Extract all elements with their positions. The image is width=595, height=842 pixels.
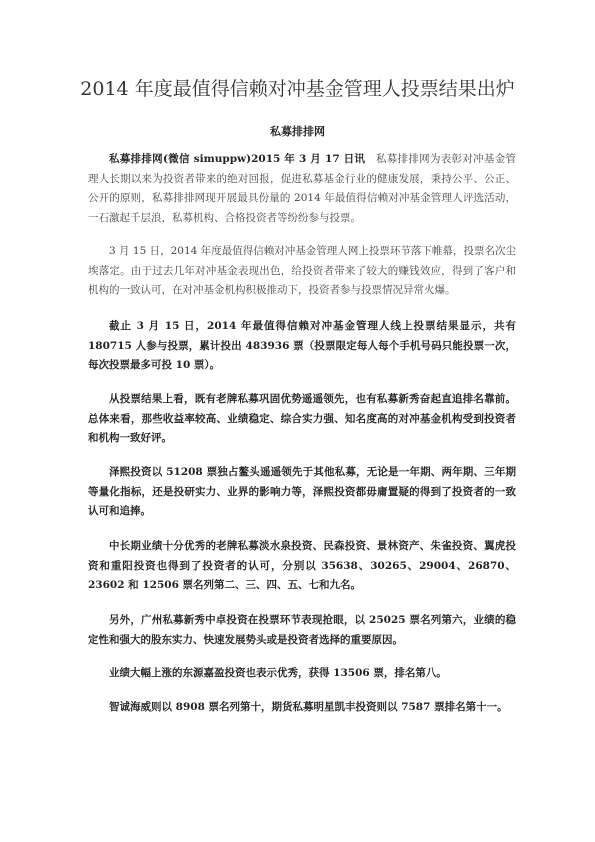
paragraph-5: 泽熙投资以 51208 票独占鳌头遥遥领先于其他私募，无论是一年期、两年期、三年期等量化指标，还是投研实力、业界的影响力等，泽熙投资都毋庸置疑的得到了投资者的一致认可和追捧。 — [88, 466, 516, 517]
paragraph-lead: 私募排排网(微信 simuppw)2015 年 3 月 17 日讯 — [109, 153, 366, 165]
paragraph-9: 智诚海威则以 8908 票名列第十，期货私募明星凯丰投资则以 7587 票排名第十一。 — [109, 701, 508, 713]
paragraph-7: 另外，广州私募新秀中卓投资在投票环节表现抢眼，以 25025 票名列第六，业绩的稳定性和强大的股东实力、快速发展势头或是投资者选择的重要原因。 — [88, 614, 516, 646]
paragraph-2: 3 月 15 日，2014 年度最值得信赖对冲基金管理人网上投票环节落下帷幕，投票名次尘埃落定。由于过去几年对冲基金表现出色，给投资者带来了较大的赚钱效应，得到了客户和机构的一致认可，在对冲基金机构积极推动下，投资者参与投票情况异常火爆。 — [88, 245, 516, 296]
paragraph-4: 从投票结果上看，既有老牌私募巩固优势遥遥领先，也有私募新秀奋起直追排名靠前。总体来看，那些收益率较高、业绩稳定、综合实力强、知名度高的对冲基金机构受到投资者和机构一致好评。 — [88, 393, 516, 444]
byline: 私募排排网 — [270, 125, 325, 138]
paragraph-8: 业绩大幅上涨的东源嘉盈投资也表示优秀，获得 13506 票，排名第八。 — [109, 667, 447, 679]
paragraph-intro-body: 私募排排网为表彰对冲基金管理人长期以来为投资者带来的绝对回报，促进私募基金行业的健康发展，秉持公平、公正、公开的原则，私募排排网现开展最具份量的 2014 年最值得信赖对冲基金管理人评选活动，一石激起千层浪，私募机构、合格投资者等纷纷参与投票。 — [88, 153, 516, 224]
page-title: 2014 年度最值得信赖对冲基金管理人投票结果出炉 — [80, 78, 515, 100]
paragraph-3: 截止 3 月 15 日，2014 年最值得信赖对冲基金管理人线上投票结果显示，共有 180715 人参与投票，累计投出 483936 票（投票限定每人每个手机号码只能投票一次，每次投票最多可投 10 票）。 — [88, 320, 516, 371]
paragraph-6: 中长期业绩十分优秀的老牌私募淡水泉投资、民森投资、景林资产、朱雀投资、翼虎投资和重阳投资也得到了投资者的认可，分别以 35638、30265、29004、26870、23602 和 12506 票名列第二、三、四、五、七和九名。 — [88, 540, 516, 591]
paragraph-intro — [88, 150, 516, 228]
